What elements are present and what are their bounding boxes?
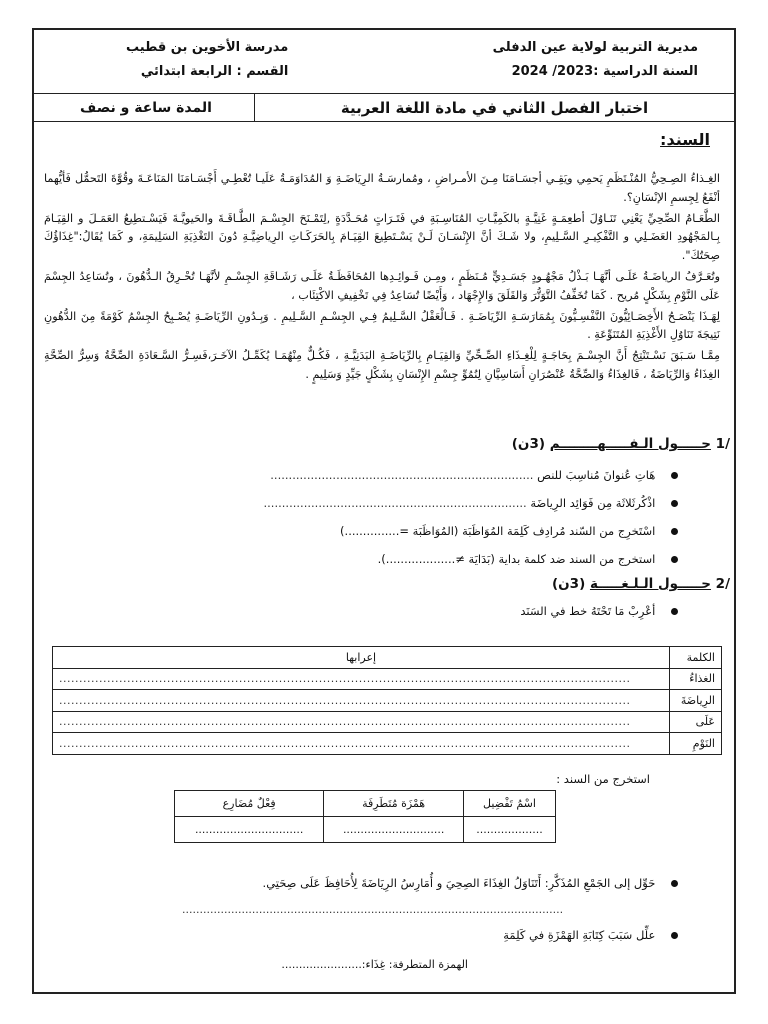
- header-right: [493, 36, 698, 84]
- section2-number: /2: [715, 576, 730, 592]
- table-header-row: [53, 647, 722, 669]
- exam-page: [32, 28, 736, 994]
- passage-paragraph: الغِـذاءُ الصِـحِيُّ المُنْـتَظَمِ يَحمِي ويَقِـي أجسَـامَنَا مِـنَ الأمـراضِ ، ومُمارسَـةُ الرِيَاضَـةِ وَ المُدَاوَمَـةُ عَلَيـا تُعْطِـي أَجْسَـامَنَا المَنَاعَـةَ وقُوَّةَ التَحمُّل فَأيُّهما أنْفَعُ لِجِسمِ الإنْسَانِ؟.: [44, 172, 720, 204]
- bullet-icon: [671, 556, 678, 563]
- instruction-text: أعْرِبْ مَا تَحْتَهُ خط في السَنَد: [520, 604, 656, 618]
- passage-paragraph: وتُعَـرَّفُ الرياضَـةُ عَلَـى أنَّهَـا بَـذْلُ مَجْهُـودٍ جَسَـدِيٍّ مُـنَظَمٍ ، ومِـن فَـوائِـدِها المُحَافَظَـةُ عَلَـى رَشَـاقَةِ الجِسْـمِ لأنَّهَـا تُحْـرِقُ الـدُّهُونَ ، وتُسَاعِدُ الجِسْمَ عَلَى النَّوْمِ بِشَكْلٍ مُريح . كَمَا تُخَفِّفُ التَّوَتُّرَ وَالقَلَقَ وَالإِجْهَاد ، وَأَيْضًا تُسَاعِدُ فِي تَخْفِيفِ الاكْتِئَاب ،: [44, 269, 720, 302]
- irab-table: [52, 646, 722, 755]
- bullet-icon: [671, 880, 678, 887]
- question-benefits: [263, 496, 678, 510]
- irab-answer-cell[interactable]: ...............................................................................................................................................: [53, 733, 670, 755]
- table-header-row: [175, 791, 556, 817]
- irab-instruction: [520, 604, 678, 618]
- bullet-icon: [671, 932, 678, 939]
- bullet-icon: [671, 472, 678, 479]
- class-label: القسم : الرابعة ابتدائي: [140, 64, 289, 79]
- hamza-word-answer[interactable]: غِذَاء:.......................: [281, 958, 386, 971]
- section1-points: (3ن): [511, 436, 546, 452]
- sanad-heading: السند:: [660, 130, 710, 149]
- passage-paragraph: الطَّعَـامُ الصِّحِيِّ يَعْنِي تَنَـاوُلَ أطعِمَـةٍ غَنِيَّـةٍ بالكَمِيَّـاتِ المُنَاسِـبَةِ في فَتَـرَاتٍ مُحَـدَّدَةٍ ,لِتَمْـنَحَ الجِسْـمَ الطَّـاقَـةَ والحَيويَّـةَ فَيَسْـتطِيعُ العَمَـلَ و القِيَـامَ بِـالمَجْهُودِ العَضَـلِي و التَّفْكِيـرِ السَّـلِيمِ، ولا شَـكَ أنَّ الإِنْسَـانَ لَـنْ يَسْـتَطِيعَ القِيَـامَ بِالحَرَكَـاتِ الرِياضِيَّـةِ دُونَ التَغْذِيَةِ السَلِيمَةِ، و كَمَا يُقَالُ:"غِذَاؤُكَ صِحَتُكَ".: [44, 211, 720, 263]
- question-text: استخرج من السند ضد كلمة بداية (بَدَايَة ≠...................).: [377, 552, 656, 566]
- hamza-label: الهمزة المتطرفة:: [388, 958, 468, 971]
- question-title: [270, 468, 678, 482]
- question-synonym: [340, 524, 678, 538]
- exam-title: اختبار الفصل الثاني في مادة اللغة العربية: [254, 94, 734, 121]
- table-row: [53, 690, 722, 712]
- word-cell: الغذاءُ: [670, 668, 722, 690]
- question-text: اسْتَخرِج من السّند مُرادِف كَلِمَة المُوَاظَبَة (المُوَاظَبَة =...............): [340, 524, 656, 538]
- school-year-label: السنة الدراسية :2023/ 2024: [511, 64, 698, 79]
- col-present-verb: فِعْلٌ مُضَارِع: [175, 791, 324, 817]
- word-cell: عَلَى: [670, 711, 722, 733]
- table-row: [53, 733, 722, 755]
- table-row: [53, 711, 722, 733]
- word-cell: الرِياضَةَ: [670, 690, 722, 712]
- col-word-header: الكلمة: [670, 647, 722, 669]
- section2-heading: [552, 576, 730, 592]
- section1-title: حـــــول الـفـــــهــــــــم: [549, 436, 711, 452]
- superlative-answer[interactable]: ...................: [464, 817, 556, 843]
- table-row: [53, 668, 722, 690]
- col-irab-header: إعرابها: [53, 647, 670, 669]
- bullet-icon: [671, 500, 678, 507]
- answer-line[interactable]: ........................................................................: [270, 468, 534, 482]
- exam-header: [34, 30, 734, 94]
- passage-paragraph: لِهَـذَا يَنْصَـحُ الأَخِصَـائِيُّونَ النَّفْسِـيُّونَ بِمُمَارَسَـةِ الرِّيَاضَـةِ . فَـالْعَقْلُ السَّـلِيمُ فِـي الجِسْـمِ السَّـلِيمِ . وَبِـدُونِ الرِّيَاضَـةِ يُصْـبِحُ الجِسْمُ كَوْمَةً مِنَ الدُّهُونِ نَتِيجَةَ تَنَاوُلِ الأَغْذِيَةِ المُتَنَوِّعَةِ .: [44, 309, 720, 342]
- title-bar: [34, 94, 734, 122]
- extract-heading: استخرج من السند :: [556, 772, 650, 786]
- extract-table: [174, 790, 556, 843]
- col-final-hamza: هَمْزَة مُتَطَرِفَة: [324, 791, 464, 817]
- bullet-icon: [671, 528, 678, 535]
- sanad-passage: [44, 170, 720, 387]
- exam-duration: المدة ساعة و نصف: [80, 100, 212, 116]
- school-name-label: مدرسة الأخوين بن قطيب: [126, 40, 289, 55]
- section2-title: حـــــول الـلـغـــــة: [589, 576, 711, 592]
- hamza-line: [281, 958, 468, 971]
- word-cell: النَوْمِ: [670, 733, 722, 755]
- transform-text: حَوِّل إلى الجَمْعِ المُذَكَّرِ: أَتَنَاوَلُ الغِذَاءَ الصِحِيَ و أُمَارِسُ الرِيَاضَةَ لِأُحَافِظَ عَلَى صِحَتِي.: [262, 876, 656, 890]
- header-left: [126, 36, 288, 84]
- final-hamza-answer[interactable]: .............................: [324, 817, 464, 843]
- answer-line[interactable]: ........................................................................: [263, 496, 527, 510]
- table-row: [175, 817, 556, 843]
- directorate-label: مديرية التربية لولاية عين الدفلى: [492, 40, 698, 55]
- justify-question: [503, 928, 678, 942]
- passage-paragraph: مِمَّـا سَـبَقَ نَسْـتَنْتِجُ أَنَّ الجِسْـمَ بِحَاجَـةٍ لِلْغِـذَاءِ الصِّـحِّيِّ وَالقِيَـامِ بِالرِّيَاضَـةِ البَدَنِيَّـةِ ، فَكُـلٌّ مِنْهُمَـا يُكَمِّـلُ الآخَـرَ،فَسِـرُّ السَّـعَادَةِ الصِّحَّةُ وَسِرُّ الصِّحَّةِ الغِذَاءُ وَالرِّيَاضَةُ ، فَالغِذَاءُ وَالصِّحَّةُ عُنْصُرَانِ أَسَاسِيَّانِ لِنُمُوِّ جِسْمِ الإِنْسَانِ بِشَكْلٍ جَيِّدٍ وَسَلِيمٍ .: [44, 349, 720, 381]
- col-superlative: اسْمُ تَفْضِيل: [464, 791, 556, 817]
- section2-points: (3ن): [551, 576, 586, 592]
- question-antonym: [378, 552, 678, 566]
- section1-number: /1: [715, 436, 730, 452]
- question-text: هَاتِ عُنوانَ مُناسِبَ للنص: [537, 468, 656, 482]
- irab-answer-cell[interactable]: ...............................................................................................................................................: [53, 668, 670, 690]
- present-verb-answer[interactable]: ...............................: [175, 817, 324, 843]
- transform-answer-line[interactable]: .............................................................................................................: [182, 903, 564, 916]
- section1-heading: [512, 436, 730, 452]
- irab-answer-cell[interactable]: ...............................................................................................................................................: [53, 711, 670, 733]
- transform-question: [263, 876, 678, 890]
- question-text: اذْكُرثَلاثَة مِن فَوَائِد الرِياضَة: [530, 496, 656, 510]
- bullet-icon: [671, 608, 678, 615]
- irab-answer-cell[interactable]: ...............................................................................................................................................: [53, 690, 670, 712]
- justify-text: علِّل سَبَبَ كِتَابَةِ الهَمْزَةِ في كَلِمَةِ: [503, 928, 656, 942]
